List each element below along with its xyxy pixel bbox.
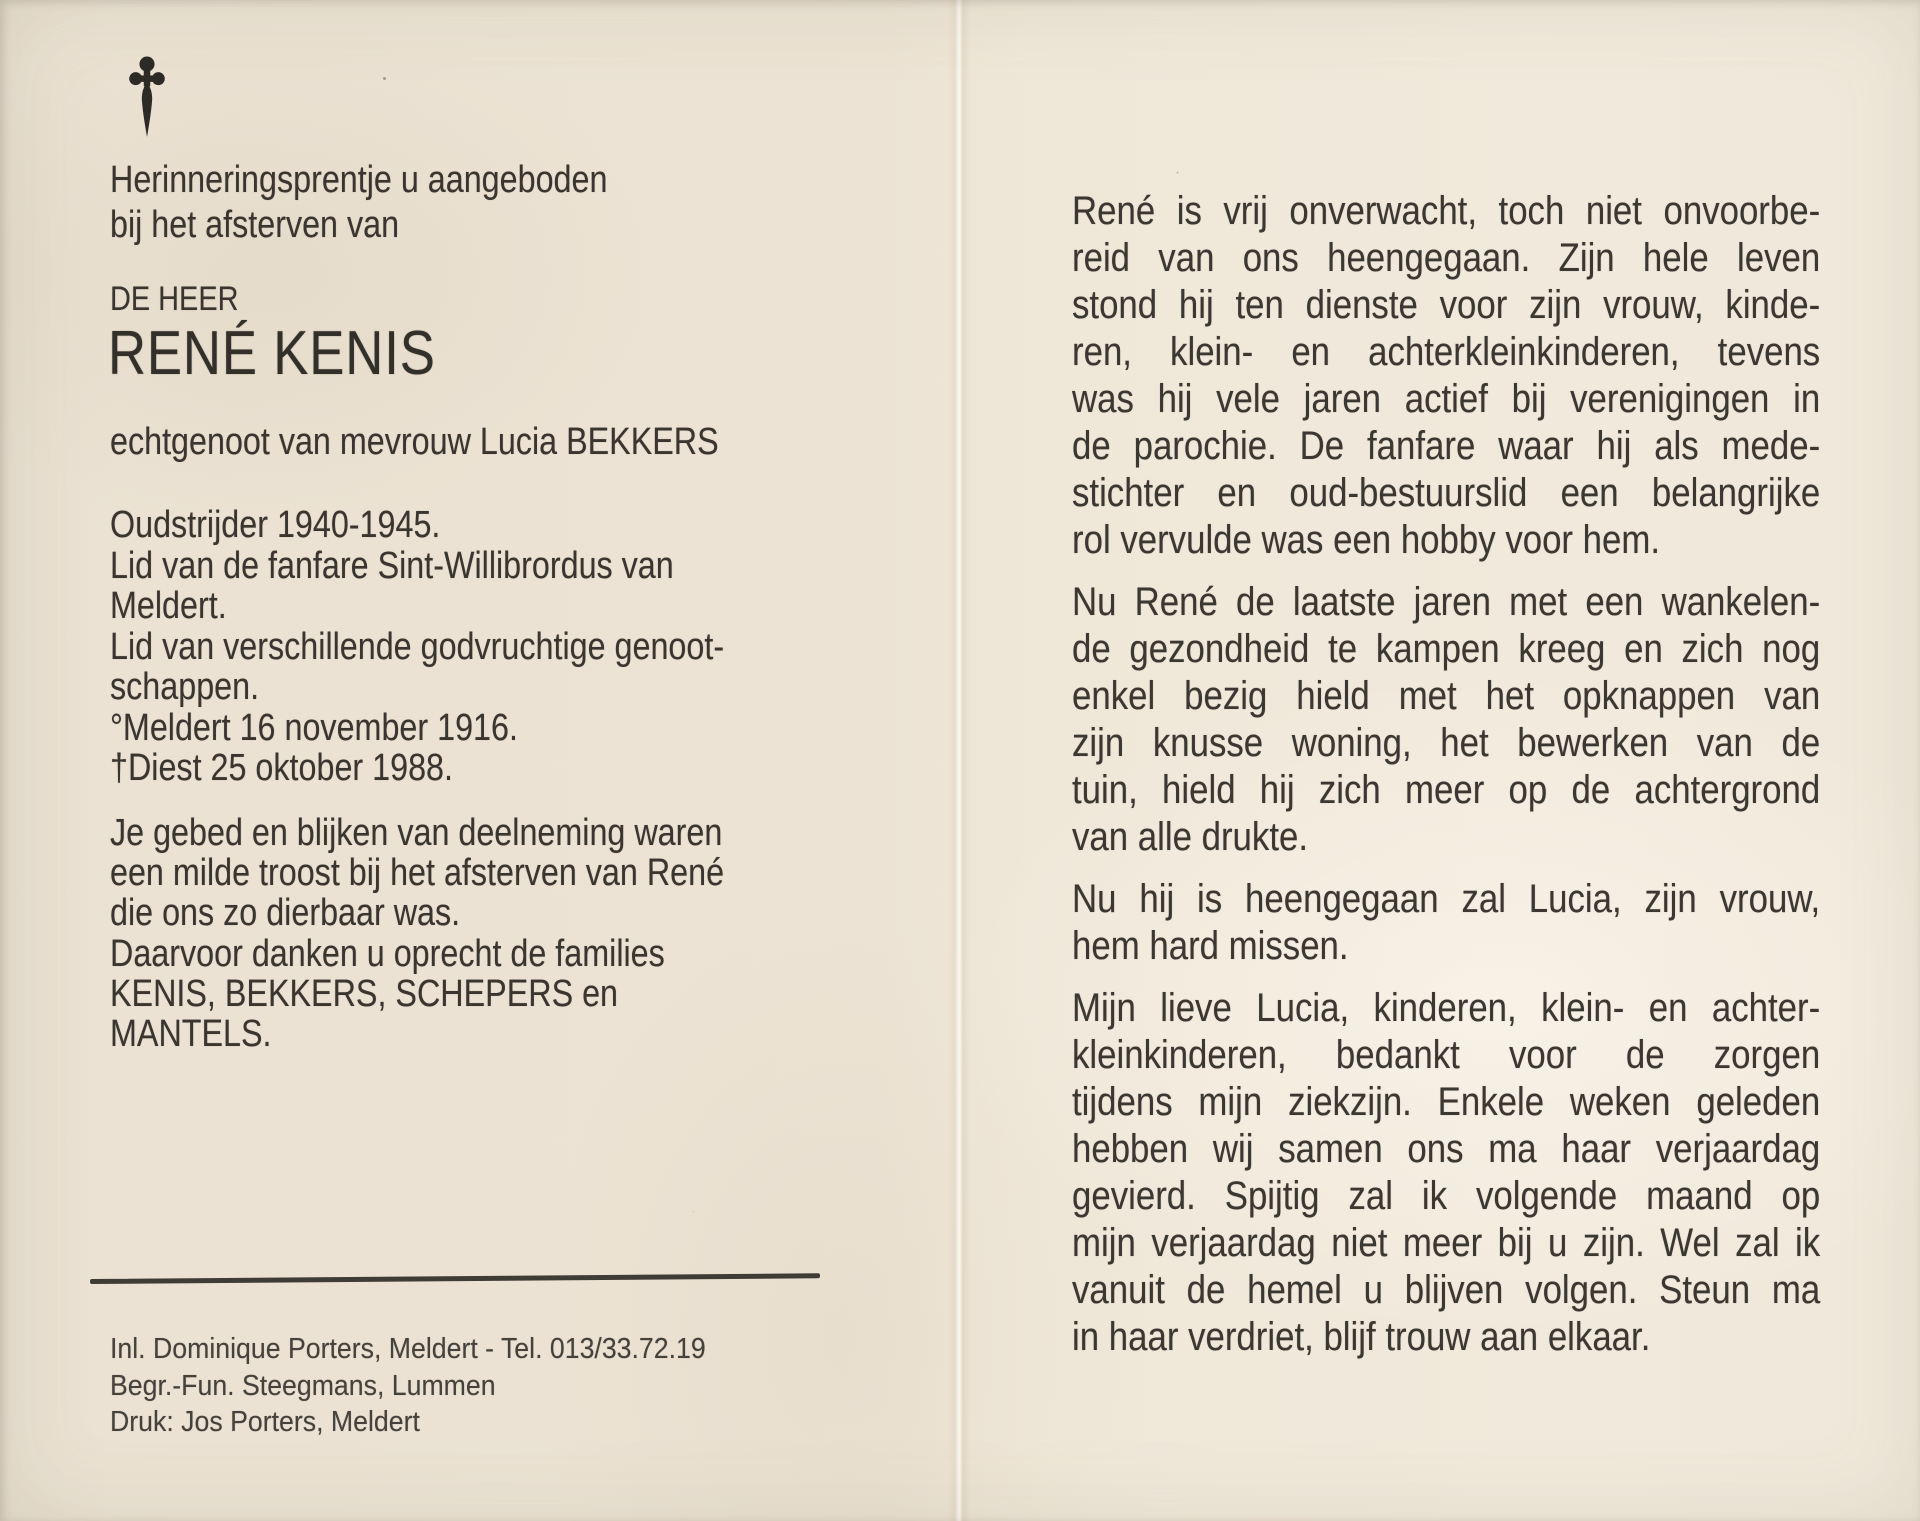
eulogy-line: zijn knusse woning, het bewerken van de — [1072, 721, 1821, 765]
deceased-name-text: RENÉ KENIS — [108, 319, 436, 388]
acknowledgement-section — [110, 813, 875, 1054]
eulogy-line: de gezondheid te kampen kreeg en zich nog — [1072, 627, 1821, 671]
acknowledgement-line: die ons zo dierbaar was. — [110, 892, 461, 935]
acknowledgement-line: Je gebed en blijken van deelneming waren — [110, 812, 723, 854]
bio-section — [110, 505, 875, 789]
family-names-line: KENIS, BEKKERS, SCHEPERS en — [110, 972, 619, 1015]
honorific-text: DE HEER — [110, 280, 239, 318]
birth-line: °Meldert 16 november 1916. — [110, 706, 518, 749]
death-line: †Diest 25 oktober 1988. — [110, 747, 453, 789]
eulogy-line: stond hij ten dienste voor zijn vrouw, kinde- — [1072, 283, 1821, 327]
bio-line: schappen. — [110, 666, 260, 708]
eulogy-line: was hij vele jaren actief bij verenigingen in — [1072, 377, 1821, 421]
eulogy-line: mijn verjaardag niet meer bij u zijn. Wel zal ik — [1072, 1221, 1821, 1265]
family-names-line: MANTELS. — [110, 1013, 272, 1056]
bio-line: Lid van de fanfare Sint-Willibrordus van — [110, 544, 674, 587]
acknowledgement-line: Daarvoor danken u oprecht de families — [110, 932, 665, 975]
eulogy-line: reid van ons heengegaan. Zijn hele leven — [1072, 236, 1821, 280]
eulogy-line: Mijn lieve Lucia, kinderen, klein- en achter- — [1072, 986, 1821, 1030]
eulogy-text — [1072, 188, 1820, 1376]
colophon-section — [110, 1331, 938, 1441]
eulogy-line: kleinkinderen, bedankt voor de zorgen — [1072, 1033, 1821, 1077]
bio-line: Lid van verschillende godvruchtige genoot- — [110, 625, 725, 668]
bio-line: Oudstrijder 1940-1945. — [110, 504, 441, 546]
spouse-line — [110, 420, 875, 465]
eulogy-line: stichter en oud-bestuurslid een belangrijke — [1072, 471, 1821, 515]
eulogy-line: Nu hij is heengegaan zal Lucia, zijn vrouw, — [1072, 877, 1821, 921]
fold-crease — [948, 0, 970, 1521]
deceased-name — [108, 318, 873, 390]
eulogy-line: rol vervulde was een hobby voor hem. — [1072, 518, 1661, 562]
eulogy-line: tijdens mijn ziekzijn. Enkele weken geleden — [1072, 1080, 1821, 1124]
eulogy-paragraph-3 — [1072, 876, 1820, 970]
cross-icon — [128, 56, 166, 143]
spouse-line-text: echtgenoot van mevrouw Lucia BEKKERS — [110, 421, 719, 463]
acknowledgement-line: een milde troost bij het afsterven van René — [110, 852, 725, 895]
honorific — [110, 278, 875, 320]
eulogy-paragraph-1 — [1072, 188, 1820, 564]
eulogy-line: René is vrij onverwacht, toch niet onvoorbe- — [1072, 189, 1821, 233]
eulogy-line: in haar verdriet, blijf trouw aan elkaar. — [1072, 1315, 1651, 1359]
eulogy-line: hem hard missen. — [1072, 924, 1349, 968]
eulogy-line: tuin, hield hij zich meer op de achtergrond — [1072, 768, 1821, 812]
eulogy-line: enkel bezig hield met het opknappen van — [1072, 674, 1821, 718]
divider-rule — [90, 1273, 820, 1284]
eulogy-line: gevierd. Spijtig zal ik volgende maand op — [1072, 1174, 1821, 1218]
eulogy-line: hebben wij samen ons ma haar verjaardag — [1072, 1127, 1821, 1171]
bio-line: Meldert. — [110, 585, 227, 627]
colophon-line: Begr.-Fun. Steegmans, Lummen — [110, 1369, 496, 1402]
colophon-line: Druk: Jos Porters, Meldert — [110, 1406, 420, 1438]
eulogy-paragraph-4 — [1072, 985, 1820, 1361]
eulogy-line: van alle drukte. — [1072, 815, 1309, 859]
eulogy-line: de parochie. De fanfare waar hij als mede- — [1072, 424, 1821, 468]
eulogy-line: ren, klein- en achterkleinkinderen, tevens — [1072, 330, 1821, 374]
eulogy-paragraph-2 — [1072, 579, 1820, 861]
colophon-line: Inl. Dominique Porters, Meldert - Tel. 013/33.72.19 — [110, 1333, 706, 1365]
paper-specks — [0, 0, 3, 3]
intro-line: Herinneringsprentje u aangeboden — [110, 159, 608, 201]
eulogy-line: Nu René de laatste jaren met een wankelen- — [1072, 580, 1821, 624]
intro-section — [110, 158, 875, 248]
intro-line: bij het afsterven van — [110, 204, 400, 246]
eulogy-line: vanuit de hemel u blijven volgen. Steun ma — [1072, 1268, 1821, 1312]
